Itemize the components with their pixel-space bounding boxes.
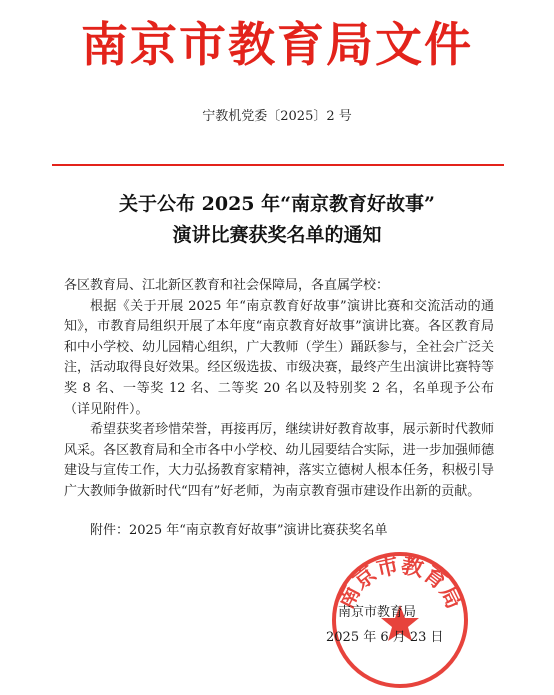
- notice-title-line-2: 演讲比赛获奖名单的通知: [172, 224, 382, 246]
- body-paragraph-1: 根据《关于开展 2025 年“南京教育好故事”演讲比赛和交流活动的通知》，市教育局组织开展了本年度“南京教育好故事”演讲比赛。各区教育局和中小学校、幼儿园精心组织，广大教师（学生）踊跃参与，全社会广泛关注，活动取得良好效果。经区级选拔、市级决赛，最终产生出演讲比赛特等奖 8 名、一等奖 12 名、二等奖 20 名以及特别奖 2 名，名单现予公布（详见附件）。: [64, 298, 494, 417]
- notice-title-line-1: 关于公布 2025 年“南京教育好故事”: [119, 193, 435, 215]
- salutation: 各区教育局、江北新区教育和社会保障局，各直属学校：: [64, 278, 390, 293]
- issuer-name: 南京市教育局: [338, 605, 417, 620]
- body-paragraph-2: 希望获奖者珍惜荣誉，再接再厉，继续讲好教育故事，展示新时代教师风采。各区教育局和全市各中小学校、幼儿园要结合实际，进一步加强师德建设与宣传工作，大力弘扬教育家精神，落实立德树人根本任务，积极引导广大教师争做新时代“四有”好老师，为南京教育强市建设作出新的贡献。: [64, 422, 494, 499]
- attachment-line: 附件：2025 年“南京教育好故事”演讲比赛获奖名单: [90, 522, 388, 538]
- masthead-title: 南京市教育局文件: [81, 18, 473, 73]
- notice-body: [64, 276, 494, 541]
- seal-text: 南京市教育局: [333, 553, 467, 614]
- notice-title: [0, 189, 554, 251]
- red-divider-line: [52, 164, 504, 166]
- document-number: 宁教机党委〔2025〕2 号: [202, 109, 352, 124]
- issue-date: 2025 年 6 月 23 日: [326, 630, 444, 645]
